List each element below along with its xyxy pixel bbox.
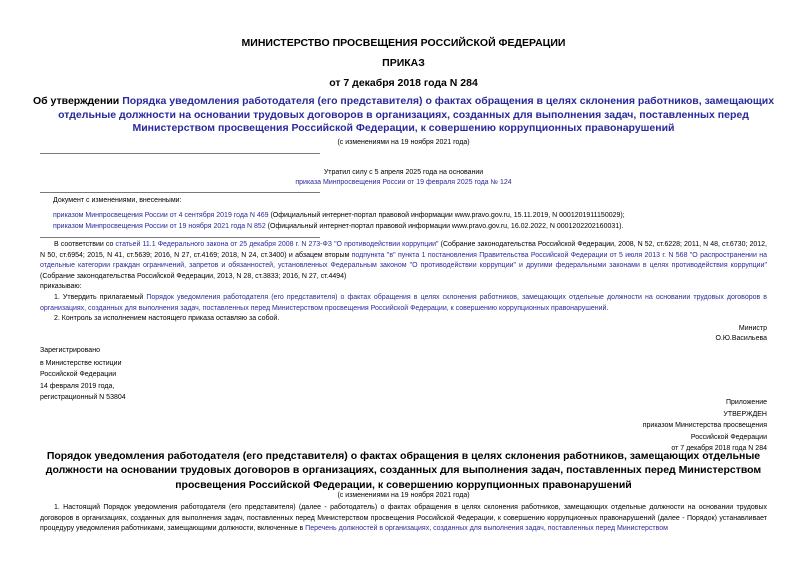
signature-role: Министр [738, 325, 767, 332]
doc-type-heading: ПРИКАЗ [382, 57, 425, 69]
law-273-link[interactable]: статьей 11.1 Федерального закона от 25 декабря 2008 г. N 273-ФЗ "О противодействии коррупции" [115, 241, 439, 248]
changes-item-1: приказом Минпросвещения России от 4 сентября 2019 года N 469 (Официальный интернет-портал правовой информации www.pravo.gov.ru, 15.11.2019, N 0001201911150029); [53, 212, 625, 219]
order-title-prefix: Об утверждении [32, 95, 123, 107]
changes-item-2-link[interactable]: приказом Минпросвещения России от 19 ноября 2021 года N 852 [53, 223, 266, 230]
repeal-note: Утратил силу с 5 апреля 2025 года на основании [323, 169, 484, 176]
positions-list-link[interactable]: Перечень должностей в организациях, созданных для выполнения задач, поставленных перед Министерством [305, 525, 668, 532]
changes-item-2: приказом Минпросвещения России от 19 ноября 2021 года N 852 (Официальный интернет-портал правовой информации www.pravo.gov.ru, 16.02.2022, N 0001202202160031). [53, 223, 624, 230]
procedure-paragraph-1: 1. Настоящий Порядок уведомления работодателя (его представителя) (далее - работодатель) о фактах обращения в целях склонения работников, замещающих отдельные должности на основании трудовых договоров в организациях, созданных для выполнения задач, поставленных перед Министерством просвещения Российской Федерации, к совершению коррупционных правонарушений (далее - Порядок) устанавливает процедуру уведомления работниками, замещающими должности, включенные в Перечень должностей в организациях, созданных для выполнения задач, поставленных перед Министерством [40, 504, 767, 532]
changes-item-1-link[interactable]: приказом Минпросвещения России от 4 сентября 2019 года N 469 [53, 212, 269, 219]
repeal-link[interactable]: приказа Минпросвещения России от 19 февраля 2025 года № 124 [295, 179, 512, 186]
divider [40, 153, 320, 154]
procedure-title: Порядок уведомления работодателя (его представителя) о фактах обращения в целях склонения работников, замещающих отдельные должности на основании трудовых договоров в организациях, созданных для выполнения задач, поставленных перед Министерством просвещения Российской Федерации, к совершению коррупционных правонарушений [45, 450, 762, 491]
order-item-1: 1. Утвердить прилагаемый Порядок уведомления работодателя (его представителя) о фактах обращения в целях склонения работников, замещающих отдельные должности на основании трудовых договоров в организациях, созданных для выполнения задач, поставленных перед Министерством просвещения Российской Федерации, к совершению коррупционных правонарушений. [40, 294, 768, 312]
doc-date-number: от 7 декабря 2018 года N 284 [329, 77, 478, 89]
changes-intro: Документ с изменениями, внесенными: [53, 197, 182, 204]
signature-name: О.Ю.Васильева [715, 335, 767, 342]
order-word: приказываю: [40, 283, 82, 290]
edition-note: (с изменениями на 19 ноября 2021 года) [337, 139, 470, 146]
order-item-2: 2. Контроль за исполнением настоящего приказа оставляю за собой. [54, 315, 280, 322]
order-title-link[interactable]: Порядка уведомления работодателя (его представителя) о фактах обращения в целях склонения работников, замещающих отдельные должности на основании трудовых договоров в организациях, созданных для выполнения задач, поставленных перед Министерством просвещения Российской Федерации, к совершению коррупционных правонарушений [58, 95, 775, 134]
divider [40, 237, 320, 238]
procedure-link[interactable]: Порядок уведомления работодателя (его представителя) о фактах обращения в целях склонения работников, замещающих отдельные должности на основании трудовых договоров в организациях, созданных для выполнения задач, поставленных перед Министерством просвещения Российской Федерации, к совершению коррупционных правонарушений [40, 294, 768, 312]
ministry-heading: МИНИСТЕРСТВО ПРОСВЕЩЕНИЯ РОССИЙСКОЙ ФЕДЕРАЦИИ [241, 37, 566, 49]
divider [40, 192, 320, 193]
decree-568-link[interactable]: подпункта "в" пункта 1 постановления Правительства Российской Федерации от 5 июля 2013 г. N 568 "О распространении на отдельные категории граждан ограничений, запретов и обязанностей, установленных Федеральным законом "О противодействии коррупции" и другими федеральными законами в целях противодействия коррупции" [40, 251, 767, 269]
procedure-edition-note: (с изменениями на 19 ноября 2021 года) [337, 492, 470, 499]
appendix-block: Приложение УТВЕРЖДЕН приказом Министерства просвещения Российской Федерации от 7 декабря 2018 года N 284 [642, 399, 767, 452]
registration-block: Зарегистрировано в Министерстве юстиции Российской Федерации 14 февраля 2019 года, регистрационный N 53804 [40, 347, 126, 401]
order-title [30, 95, 777, 136]
preamble-paragraph: В соответствии со статьей 11.1 Федерального закона от 25 декабря 2008 г. N 273-ФЗ "О противодействии коррупции" (Собрание законодательства Российской Федерации, 2008, N 52, ст.6228; 2011, N 48, ст.6730; 2012, N 50, ст.6954; 2015, N 41, ст.5639; 2016, N 27, ст.4169; 2018, N 24, ст.3400) и абзацем вторым подпункта "в" пункта 1 постановления Правительства Российской Федерации от 5 июля 2013 г. N 568 "О распространении на отдельные категории граждан ограничений, запретов и обязанностей, установленных Федеральным законом "О противодействии коррупции" и другими федеральными законами в целях противодействия коррупции" (Собрание законодательства Российской Федерации, 2013, N 28, ст.3833; 2016, N 27, ст.4494) [40, 241, 767, 280]
